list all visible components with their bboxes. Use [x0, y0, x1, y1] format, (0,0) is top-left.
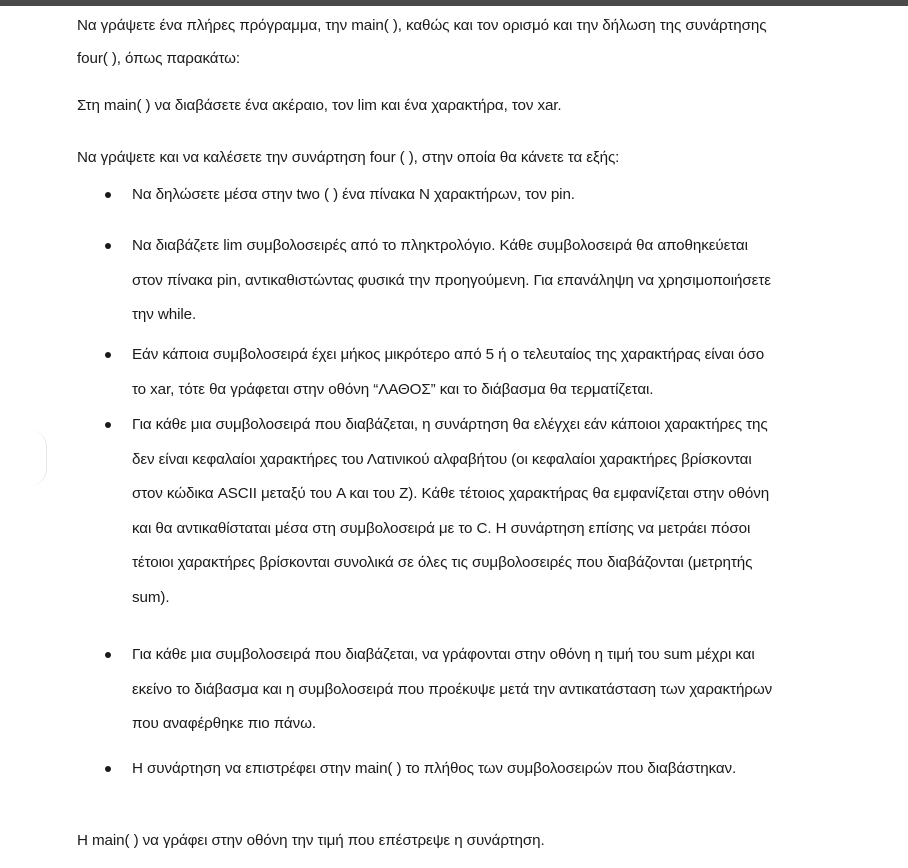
bullet-item-check-characters [132, 408, 892, 615]
bullet-dot-icon [105, 422, 111, 428]
main-read-paragraph [77, 94, 892, 118]
bullet-dot-icon [105, 766, 111, 772]
bullet-line: το xar, τότε θα γράφεται στην οθόνη “ΛΑΘΟΣ” και το διάβασμα θα τερματίζεται. [132, 380, 654, 398]
bullet-item-error-condition [132, 338, 892, 407]
intro-line: Να γράψετε ένα πλήρες πρόγραμμα, την main( ), καθώς και τον ορισμό και την δήλωση της συνάρτησης [77, 17, 767, 34]
bullet-dot-icon [105, 352, 111, 358]
bullet-line: εκείνο το διάβασμα και η συμβολοσειρά που προέκυψε μετά την αντικατάσταση των χαρακτήρων [132, 680, 773, 698]
bullet-line: Να δηλώσετε μέσα στην two ( ) ένα πίνακα N χαρακτήρων, τον pin. [132, 186, 575, 203]
bullet-item-print-sum [132, 638, 892, 742]
bullet-line: Για κάθε μια συμβολοσειρά που διαβάζεται, η συνάρτηση θα ελέγχει εάν κάποιοι χαρακτήρες της [132, 416, 768, 433]
bullet-dot-icon [105, 243, 111, 249]
closing-text: Η main( ) να γράφει στην οθόνη την τιμή που επέστρεψε η συνάρτηση. [77, 832, 545, 849]
bullet-item-declare-array [132, 178, 892, 213]
call-intro-text: Να γράψετε και να καλέσετε την συνάρτηση four ( ), στην οποία θα κάνετε τα εξής: [77, 149, 620, 166]
bullet-item-read-strings [132, 229, 892, 333]
bullet-dot-icon [105, 192, 111, 198]
bullet-item-return-count [132, 752, 892, 787]
call-intro-paragraph [77, 146, 892, 170]
bullet-line: Να διαβάζετε lim συμβολοσειρές από το πληκτρολόγιο. Κάθε συμβολοσειρά θα αποθηκεύεται [132, 237, 748, 254]
bullet-dot-icon [105, 652, 111, 658]
bullet-line: στον πίνακα pin, αντικαθιστώντας φυσικά την προηγούμενη. Για επανάληψη να χρησιμοποιήσετε [132, 271, 771, 289]
intro-line: four( ), όπως παρακάτω: [77, 50, 241, 67]
bullet-line: sum). [132, 588, 170, 606]
closing-paragraph [77, 829, 892, 853]
intro-paragraph [77, 9, 892, 75]
bullet-line: Εάν κάποια συμβολοσειρά έχει μήκος μικρότερο από 5 ή ο τελευταίος της χαρακτήρας είναι όσο [132, 346, 765, 363]
bullet-line: την while. [132, 306, 197, 323]
bullet-line: που αναφέρθηκε πιο πάνω. [132, 715, 316, 732]
scan-edge-mark [30, 430, 47, 486]
main-read-text: Στη main( ) να διαβάσετε ένα ακέραιο, τον lim και ένα χαρακτήρα, τον xar. [77, 97, 562, 114]
bullet-line: και θα αντικαθίσταται μέσα στη συμβολοσειρά με το C. Η συνάρτηση επίσης να μετράει πόσοι [132, 519, 751, 537]
bullet-line: Για κάθε μια συμβολοσειρά που διαβάζεται, να γράφονται στην οθόνη η τιμή του sum μέχρι και [132, 646, 755, 663]
bullet-line: Η συνάρτηση να επιστρέφει στην main( ) το πλήθος των συμβολοσειρών που διαβάστηκαν. [132, 760, 737, 777]
bullet-line: στον κώδικα ASCII μεταξύ του A και του Z). Κάθε τέτοιος χαρακτήρας θα εμφανίζεται στην οθόνη [132, 485, 770, 502]
bullet-line: τέτοιοι χαρακτήρες βρίσκονται συνολικά σε όλες τις συμβολοσειρές που διαβάζονται (μετρητής [132, 554, 753, 571]
bullet-line: δεν είναι κεφαλαίοι χαρακτήρες του Λατινικού αλφαβήτου (οι κεφαλαίοι χαρακτήρες βρίσκονται [132, 450, 752, 468]
